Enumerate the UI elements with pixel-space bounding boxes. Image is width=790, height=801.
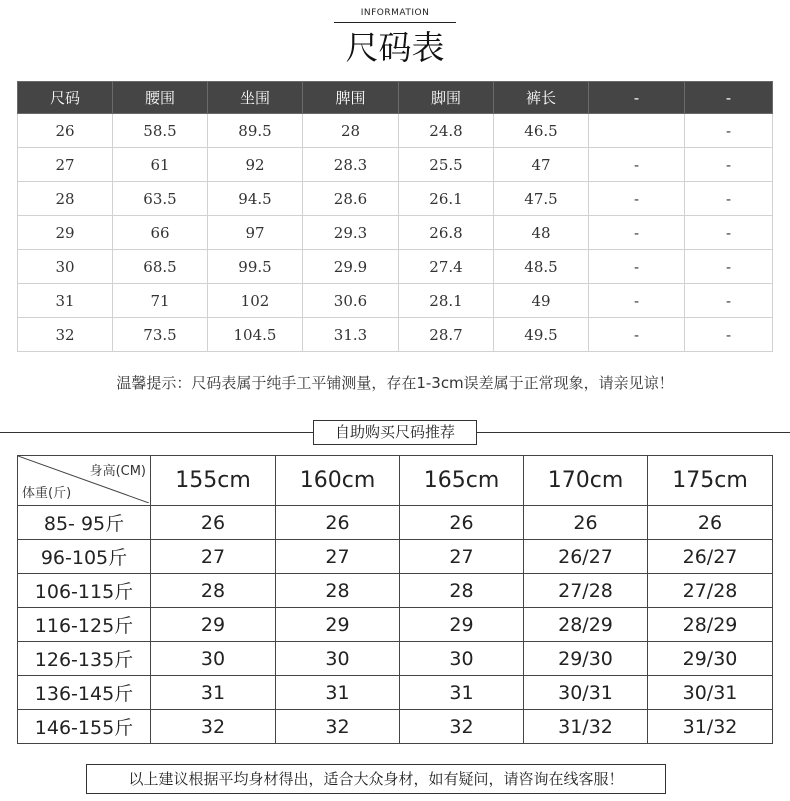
size-cell: 31 <box>276 676 400 710</box>
size-table-header: 脚围 <box>399 82 494 114</box>
table-cell: 28.7 <box>399 318 494 352</box>
weight-cell: 106-115斤 <box>18 574 151 608</box>
size-table-header: 坐围 <box>208 82 303 114</box>
table-cell: 89.5 <box>208 114 303 148</box>
weight-cell: 96-105斤 <box>18 540 151 574</box>
size-cell: 28/29 <box>524 608 648 642</box>
table-row <box>18 284 773 318</box>
table-cell: 31 <box>18 284 113 318</box>
size-cell: 31 <box>400 676 524 710</box>
size-cell: 26 <box>400 506 524 540</box>
size-cell: 29/30 <box>524 642 648 676</box>
table-cell: 104.5 <box>208 318 303 352</box>
table-row <box>18 216 773 250</box>
table-cell: 26.8 <box>399 216 494 250</box>
size-cell: 26/27 <box>524 540 648 574</box>
table-cell: 28 <box>303 114 399 148</box>
size-cell: 27 <box>151 540 276 574</box>
weight-cell: 116-125斤 <box>18 608 151 642</box>
corner-cell <box>18 456 151 506</box>
size-cell: 30 <box>151 642 276 676</box>
table-cell: 29 <box>18 216 113 250</box>
table-cell: 49.5 <box>494 318 589 352</box>
table-cell: 47.5 <box>494 182 589 216</box>
size-table-header: 腰围 <box>113 82 208 114</box>
size-cell: 29/30 <box>648 642 773 676</box>
weight-cell: 126-135斤 <box>18 642 151 676</box>
page-title: 尺码表 <box>345 28 445 67</box>
height-header: 155cm <box>151 456 276 506</box>
size-cell: 31 <box>151 676 276 710</box>
size-table-header: 脾围 <box>303 82 399 114</box>
table-row <box>18 642 773 676</box>
table-cell: - <box>589 148 685 182</box>
size-table-header: 裤长 <box>494 82 589 114</box>
table-cell: - <box>685 216 773 250</box>
size-cell: 26/27 <box>648 540 773 574</box>
height-axis-label: 身高(CM) <box>89 464 146 479</box>
size-cell: 31/32 <box>648 710 773 744</box>
table-cell: 46.5 <box>494 114 589 148</box>
table-cell: 49 <box>494 284 589 318</box>
table-cell: 47 <box>494 148 589 182</box>
table-cell: 28.6 <box>303 182 399 216</box>
table-cell: 63.5 <box>113 182 208 216</box>
size-cell: 29 <box>151 608 276 642</box>
table-row <box>18 250 773 284</box>
size-cell: 27 <box>400 540 524 574</box>
table-cell: 26 <box>18 114 113 148</box>
table-row <box>18 506 773 540</box>
table-row <box>18 710 773 744</box>
table-cell: - <box>589 250 685 284</box>
table-cell: 24.8 <box>399 114 494 148</box>
height-header: 165cm <box>400 456 524 506</box>
size-cell: 27/28 <box>524 574 648 608</box>
size-table-header: - <box>685 82 773 114</box>
table-cell: 31.3 <box>303 318 399 352</box>
table-cell: - <box>589 216 685 250</box>
table-cell: 27.4 <box>399 250 494 284</box>
size-cell: 32 <box>151 710 276 744</box>
table-cell: 26.1 <box>399 182 494 216</box>
size-cell: 30/31 <box>524 676 648 710</box>
size-cell: 32 <box>400 710 524 744</box>
table-cell: - <box>685 284 773 318</box>
table-cell: 71 <box>113 284 208 318</box>
size-cell: 29 <box>400 608 524 642</box>
size-cell: 30 <box>400 642 524 676</box>
size-table <box>17 81 773 352</box>
table-cell: - <box>685 148 773 182</box>
table-cell: - <box>685 114 773 148</box>
size-cell: 27/28 <box>648 574 773 608</box>
weight-axis-label: 体重(斤) <box>22 486 72 501</box>
table-cell: 27 <box>18 148 113 182</box>
height-header: 175cm <box>648 456 773 506</box>
table-cell: 66 <box>113 216 208 250</box>
size-cell: 28 <box>276 574 400 608</box>
size-cell: 26 <box>151 506 276 540</box>
recommend-note: 以上建议根据平均身材得出，适合大众身材，如有疑问，请咨询在线客服！ <box>86 764 666 794</box>
weight-cell: 85- 95斤 <box>18 506 151 540</box>
table-cell: 29.9 <box>303 250 399 284</box>
table-cell: - <box>685 182 773 216</box>
size-cell: 30/31 <box>648 676 773 710</box>
size-cell: 26 <box>648 506 773 540</box>
table-row <box>18 182 773 216</box>
size-cell: 29 <box>276 608 400 642</box>
measurement-note: 温馨提示：尺码表属于纯手工平铺测量，存在1-3cm误差属于正常现象，请亲见谅！ <box>116 374 674 392</box>
table-cell: 68.5 <box>113 250 208 284</box>
table-cell: 28.1 <box>399 284 494 318</box>
recommend-title: 自助购买尺码推荐 <box>313 420 477 445</box>
table-row <box>18 608 773 642</box>
table-cell: - <box>685 318 773 352</box>
table-cell: 61 <box>113 148 208 182</box>
header-label-en: INFORMATION <box>360 8 430 18</box>
size-cell: 26 <box>276 506 400 540</box>
recommend-header-row <box>18 456 773 506</box>
table-cell: 32 <box>18 318 113 352</box>
table-cell: 73.5 <box>113 318 208 352</box>
size-cell: 26 <box>524 506 648 540</box>
table-row <box>18 114 773 148</box>
size-cell: 28 <box>400 574 524 608</box>
table-cell: 92 <box>208 148 303 182</box>
table-cell: 28.3 <box>303 148 399 182</box>
weight-cell: 136-145斤 <box>18 676 151 710</box>
table-cell: 30.6 <box>303 284 399 318</box>
size-cell: 27 <box>276 540 400 574</box>
table-row <box>18 676 773 710</box>
table-cell <box>589 114 685 148</box>
height-header: 160cm <box>276 456 400 506</box>
table-cell: - <box>589 284 685 318</box>
size-cell: 32 <box>276 710 400 744</box>
table-cell: 99.5 <box>208 250 303 284</box>
weight-cell: 146-155斤 <box>18 710 151 744</box>
table-cell: 25.5 <box>399 148 494 182</box>
table-cell: 30 <box>18 250 113 284</box>
size-cell: 28 <box>151 574 276 608</box>
table-cell: 94.5 <box>208 182 303 216</box>
table-cell: - <box>589 182 685 216</box>
table-cell: - <box>589 318 685 352</box>
size-table-header: - <box>589 82 685 114</box>
table-cell: - <box>685 250 773 284</box>
header-rule <box>334 22 456 23</box>
table-cell: 102 <box>208 284 303 318</box>
size-cell: 28/29 <box>648 608 773 642</box>
table-cell: 97 <box>208 216 303 250</box>
table-cell: 29.3 <box>303 216 399 250</box>
height-header: 170cm <box>524 456 648 506</box>
size-cell: 31/32 <box>524 710 648 744</box>
recommend-table <box>17 455 773 744</box>
table-cell: 28 <box>18 182 113 216</box>
table-row <box>18 318 773 352</box>
table-row <box>18 540 773 574</box>
header <box>0 0 790 80</box>
table-cell: 58.5 <box>113 114 208 148</box>
size-table-header-row <box>18 82 773 114</box>
size-table-header: 尺码 <box>18 82 113 114</box>
table-row <box>18 574 773 608</box>
table-cell: 48 <box>494 216 589 250</box>
table-cell: 48.5 <box>494 250 589 284</box>
table-row <box>18 148 773 182</box>
size-cell: 30 <box>276 642 400 676</box>
